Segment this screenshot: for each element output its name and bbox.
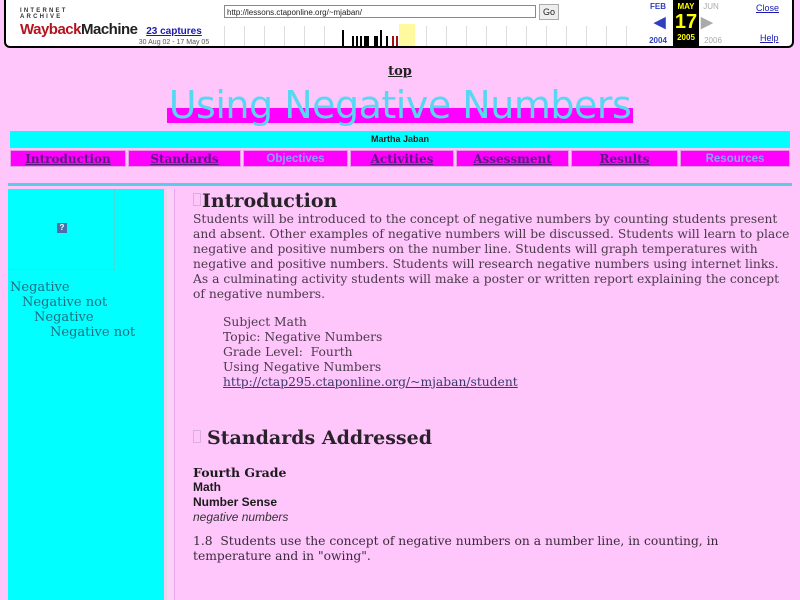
sparkline-tick bbox=[264, 26, 265, 46]
sparkline-bar bbox=[352, 36, 354, 46]
broken-image-placeholder bbox=[8, 189, 115, 270]
sparkline-tick bbox=[606, 26, 607, 46]
standards-topic: negative numbers bbox=[193, 510, 289, 524]
sparkline-bar bbox=[396, 36, 398, 46]
nav-resources[interactable]: Resources bbox=[680, 150, 790, 167]
nav-results[interactable]: Results bbox=[571, 150, 678, 167]
tree-item: Negative bbox=[10, 280, 70, 295]
standards-heading: Standards Addressed bbox=[193, 427, 432, 449]
sparkline-tick bbox=[244, 26, 245, 46]
sparkline-tick bbox=[566, 26, 567, 46]
sparkline-tick bbox=[304, 26, 305, 46]
sparkline-tick bbox=[466, 26, 467, 46]
fact-subject: Subject Math bbox=[223, 315, 307, 329]
tree-item: Negative not bbox=[50, 325, 136, 340]
nav-introduction[interactable]: Introduction bbox=[10, 150, 126, 167]
prev-arrow-icon[interactable]: ◀ bbox=[654, 14, 666, 31]
fact-grade: Grade Level: Fourth bbox=[223, 345, 353, 359]
broken-image-icon bbox=[193, 430, 201, 443]
fact-topic: Topic: Negative Numbers bbox=[223, 330, 383, 344]
current-month: MAY bbox=[677, 2, 695, 11]
sparkline-bar bbox=[364, 36, 369, 46]
nav-standards[interactable]: Standards bbox=[128, 150, 241, 167]
url-input[interactable]: http://lessons.ctaponline.org/~mjaban/ bbox=[224, 5, 536, 18]
sparkline-tick bbox=[626, 26, 627, 46]
sidebar-tree bbox=[8, 280, 135, 340]
sparkline-tick bbox=[224, 26, 225, 46]
top-anchor-link[interactable]: top bbox=[388, 64, 412, 79]
sparkline-bar bbox=[392, 36, 394, 46]
fact-lesson: Using Negative Numbers bbox=[223, 360, 382, 374]
sidebar bbox=[8, 189, 164, 600]
nav-objectives[interactable]: Objectives bbox=[243, 150, 348, 167]
sparkline-tick bbox=[284, 26, 285, 46]
tree-item: Negative not bbox=[22, 295, 108, 310]
introduction-heading: Introduction bbox=[193, 190, 793, 212]
standards-subject: Math bbox=[193, 480, 221, 494]
captures-link[interactable]: 23 captures bbox=[146, 26, 202, 37]
main-content bbox=[193, 190, 793, 563]
lesson-facts bbox=[223, 315, 793, 390]
sparkline-tick bbox=[426, 26, 427, 46]
sparkline-tick bbox=[586, 26, 587, 46]
introduction-paragraph: Students will be introduced to the concept of negative numbers by counting students present and absent. Other examples of negative numbers will be discussed. Students will learn to place negative and positive numbers on the number line. Students will graph temperatures with negative and positive numbers. Students will research negative numbers using internet links. As a culminating activity students will make a poster or written report explaining the concept of negative numbers. bbox=[193, 212, 790, 301]
standards-section bbox=[193, 465, 793, 564]
sparkline-bar bbox=[360, 36, 362, 46]
current-day: 17 bbox=[674, 11, 698, 33]
next-month-label: JUN bbox=[703, 2, 719, 11]
student-page-link[interactable]: http://ctap295.ctaponline.org/~mjaban/student bbox=[223, 375, 518, 389]
next-year-label: 2006 bbox=[704, 36, 722, 45]
broken-image-icon: ? bbox=[57, 223, 67, 233]
close-link[interactable]: Close bbox=[756, 3, 780, 13]
sparkline-bar bbox=[374, 36, 378, 46]
go-button[interactable]: Go bbox=[539, 4, 559, 20]
sparkline-tick bbox=[506, 26, 507, 46]
sparkline-tick bbox=[486, 26, 487, 46]
sparkline-bar bbox=[342, 30, 344, 46]
author-bar: Martha Jaban bbox=[10, 131, 790, 148]
captures-range: 30 Aug 02 - 17 May 05 bbox=[138, 39, 210, 46]
sparkline-bar bbox=[380, 30, 382, 46]
sparkline-tick bbox=[324, 26, 325, 46]
main-nav bbox=[10, 150, 790, 167]
sparkline-bar bbox=[386, 36, 388, 46]
captures-sparkline[interactable] bbox=[216, 24, 636, 46]
wayback-toolbar bbox=[4, 0, 794, 48]
current-capture-date bbox=[673, 0, 699, 46]
sparkline-bar bbox=[356, 36, 358, 46]
help-link[interactable]: Help bbox=[760, 33, 779, 43]
tree-item: Negative bbox=[34, 310, 94, 325]
nav-activities[interactable]: Activities bbox=[350, 150, 454, 167]
sparkline-tick bbox=[446, 26, 447, 46]
captures-info bbox=[134, 26, 214, 46]
broken-image-icon bbox=[193, 193, 201, 206]
prev-year-link[interactable]: 2004 bbox=[649, 36, 667, 45]
sparkline-tick bbox=[546, 26, 547, 46]
column-gutter bbox=[166, 189, 175, 600]
sparkline-current-year bbox=[399, 24, 415, 46]
current-year: 2005 bbox=[677, 33, 695, 42]
next-arrow-icon: ▶ bbox=[701, 14, 713, 31]
wayback-logo[interactable] bbox=[20, 8, 138, 40]
logo-internet-archive: INTERNET ARCHIVE bbox=[20, 8, 68, 20]
divider bbox=[8, 183, 792, 186]
logo-wayback-machine: WaybackMachine bbox=[20, 21, 138, 38]
nav-assessment[interactable]: Assessment bbox=[456, 150, 569, 167]
sparkline-tick bbox=[526, 26, 527, 46]
standards-grade: Fourth Grade bbox=[193, 465, 287, 480]
standard-1-8: 1.8 Students use the concept of negative numbers on a number line, in counting, in temperature and in "owing". bbox=[193, 534, 723, 563]
standards-strand: Number Sense bbox=[193, 495, 278, 509]
page-title bbox=[167, 83, 633, 127]
prev-month-link[interactable]: FEB bbox=[650, 2, 666, 11]
page-title-text: Using Negative Numbers bbox=[168, 83, 632, 127]
